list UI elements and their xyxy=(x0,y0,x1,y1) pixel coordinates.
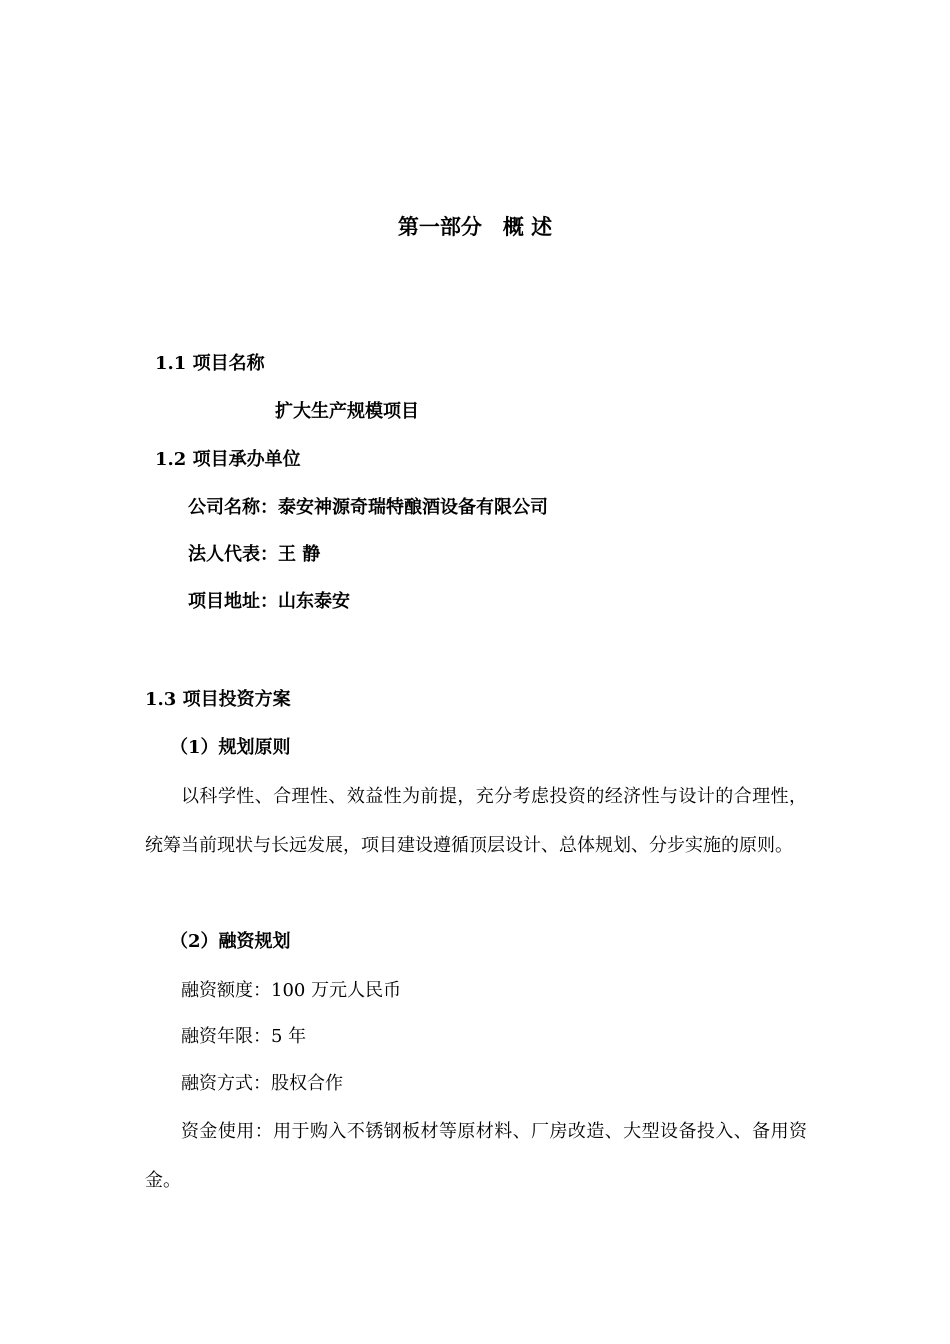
legal-representative: 法人代表：王 静 xyxy=(188,544,321,565)
company-name: 公司名称：泰安神源奇瑞特酿酒设备有限公司 xyxy=(188,497,548,518)
planning-principle-paragraph: 以科学性、合理性、效益性为前提，充分考虑投资的经济性与设计的合理性，统筹当前现状与长远发展，项目建设遵循顶层设计、总体规划、分步实施的原则。 xyxy=(145,786,807,856)
project-name: 扩大生产规模项目 xyxy=(275,401,419,422)
fund-usage-paragraph: 资金使用：用于购入不锈钢板材等原材料、厂房改造、大型设备投入、备用资金。 xyxy=(145,1121,807,1191)
financing-amount: 融资额度：100 万元人民币 xyxy=(181,980,402,1001)
section-heading-1-1: 1.1 项目名称 xyxy=(155,353,265,374)
page-title: 第一部分 概 述 xyxy=(397,214,553,239)
project-address: 项目地址：山东泰安 xyxy=(188,591,350,612)
subheading-planning-principle: （1）规划原则 xyxy=(170,737,291,758)
financing-term: 融资年限：5 年 xyxy=(181,1026,307,1047)
financing-method: 融资方式：股权合作 xyxy=(181,1073,343,1094)
section-heading-1-2: 1.2 项目承办单位 xyxy=(155,449,301,470)
section-heading-1-3: 1.3 项目投资方案 xyxy=(145,689,291,710)
subheading-financing-plan: （2）融资规划 xyxy=(170,931,291,952)
